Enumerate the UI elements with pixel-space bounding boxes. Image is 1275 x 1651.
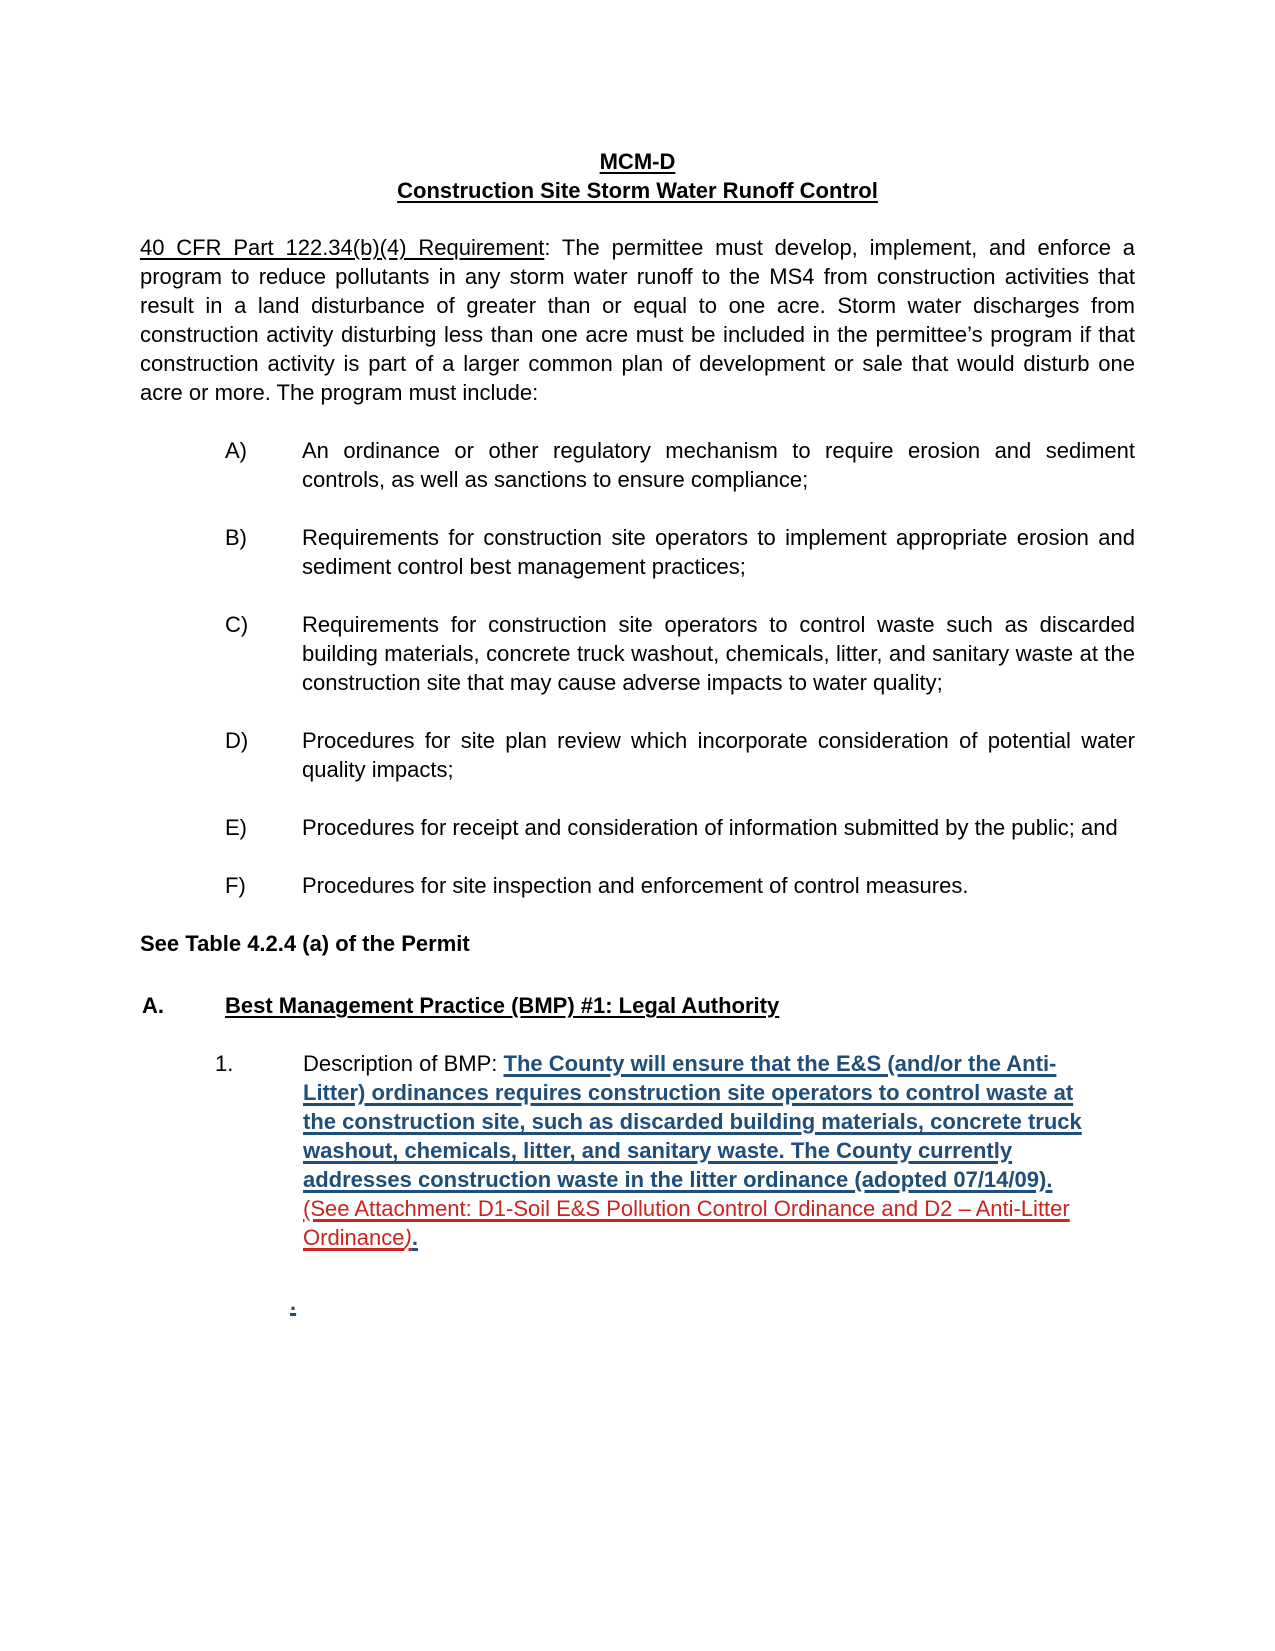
intro-paragraph	[140, 233, 1135, 407]
bmp-description-item	[140, 1049, 1135, 1252]
bmp-attachment-reference: (See Attachment: D1-Soil E&S Pollution Control Ordinance and D2 – Anti-Litter Ordinance	[303, 1196, 1070, 1250]
item-label-d: D)	[225, 728, 249, 753]
requirement-item-c	[140, 610, 1135, 697]
bmp-trailing-period: .	[411, 1225, 418, 1250]
section-a-label: A.	[142, 993, 164, 1018]
requirements-list	[140, 436, 1135, 900]
item-label-f: F)	[225, 873, 246, 898]
item-text-d: Procedures for site plan review which incorporate consideration of potential water quality impacts;	[302, 728, 1135, 782]
section-a-heading-text: Best Management Practice (BMP) #1: Legal Authority	[225, 993, 780, 1018]
item-label-e: E)	[225, 815, 247, 840]
intro-body-text: The permittee must develop, implement, and enforce a program to reduce pollutants in any storm water runoff to the MS4 from construction activities that result in a land disturbance of greater than or equal to one acre. Storm water discharges from construction activity disturbing less than one acre must be included in the permittee’s program if that construction activity is part of a larger common plan of development or sale that would disturb one acre or more. The program must include:	[140, 235, 1135, 405]
bmp-item-number: 1.	[215, 1051, 234, 1076]
requirement-item-d	[140, 726, 1135, 784]
requirement-item-a	[140, 436, 1135, 494]
requirement-item-b	[140, 523, 1135, 581]
title-text-subtitle: Construction Site Storm Water Runoff Control	[397, 178, 878, 203]
bmp-description-prefix: Description of BMP:	[303, 1051, 504, 1076]
bmp-attachment-close-paren: )	[404, 1225, 412, 1250]
title-text-mcm-d: MCM-D	[599, 149, 676, 174]
item-label-c: C)	[225, 612, 249, 637]
see-table-note: See Table 4.2.4 (a) of the Permit	[140, 931, 470, 956]
stray-period-mark: .	[290, 1290, 297, 1315]
item-text-f: Procedures for site inspection and enforcement of control measures.	[302, 873, 969, 898]
document-content	[140, 147, 1135, 1317]
title-line-2	[140, 176, 1135, 205]
cfr-requirement-reference: 40 CFR Part 122.34(b)(4) Requirement	[140, 235, 545, 260]
section-a-heading	[140, 991, 1135, 1020]
title-line-1	[140, 147, 1135, 176]
item-text-a: An ordinance or other regulatory mechanism to require erosion and sediment controls, as well as sanctions to ensure compliance;	[302, 438, 1135, 492]
item-text-b: Requirements for construction site operators to implement appropriate erosion and sediment control best management practices;	[302, 525, 1135, 579]
document-title-block	[140, 147, 1135, 205]
item-text-c: Requirements for construction site operators to control waste such as discarded building materials, concrete truck washout, chemicals, litter, and sanitary waste at the construction site that may cause adverse impacts to water quality;	[302, 612, 1135, 695]
requirement-item-e	[140, 813, 1135, 842]
item-text-e: Procedures for receipt and consideration of information submitted by the public; and	[302, 815, 1118, 840]
intro-colon: :	[544, 235, 551, 260]
item-label-b: B)	[225, 525, 247, 550]
bmp-description-inserted-text: The County will ensure that the E&S (and/or the Anti-Litter) ordinances requires construction site operators to control waste at the construction site, such as discarded building materials, concrete truck washout, chemicals, litter, and sanitary waste. The County currently addresses construction waste in the litter ordinance (adopted 07/14/09).	[303, 1051, 1082, 1192]
requirement-item-f	[140, 871, 1135, 900]
item-label-a: A)	[225, 438, 247, 463]
